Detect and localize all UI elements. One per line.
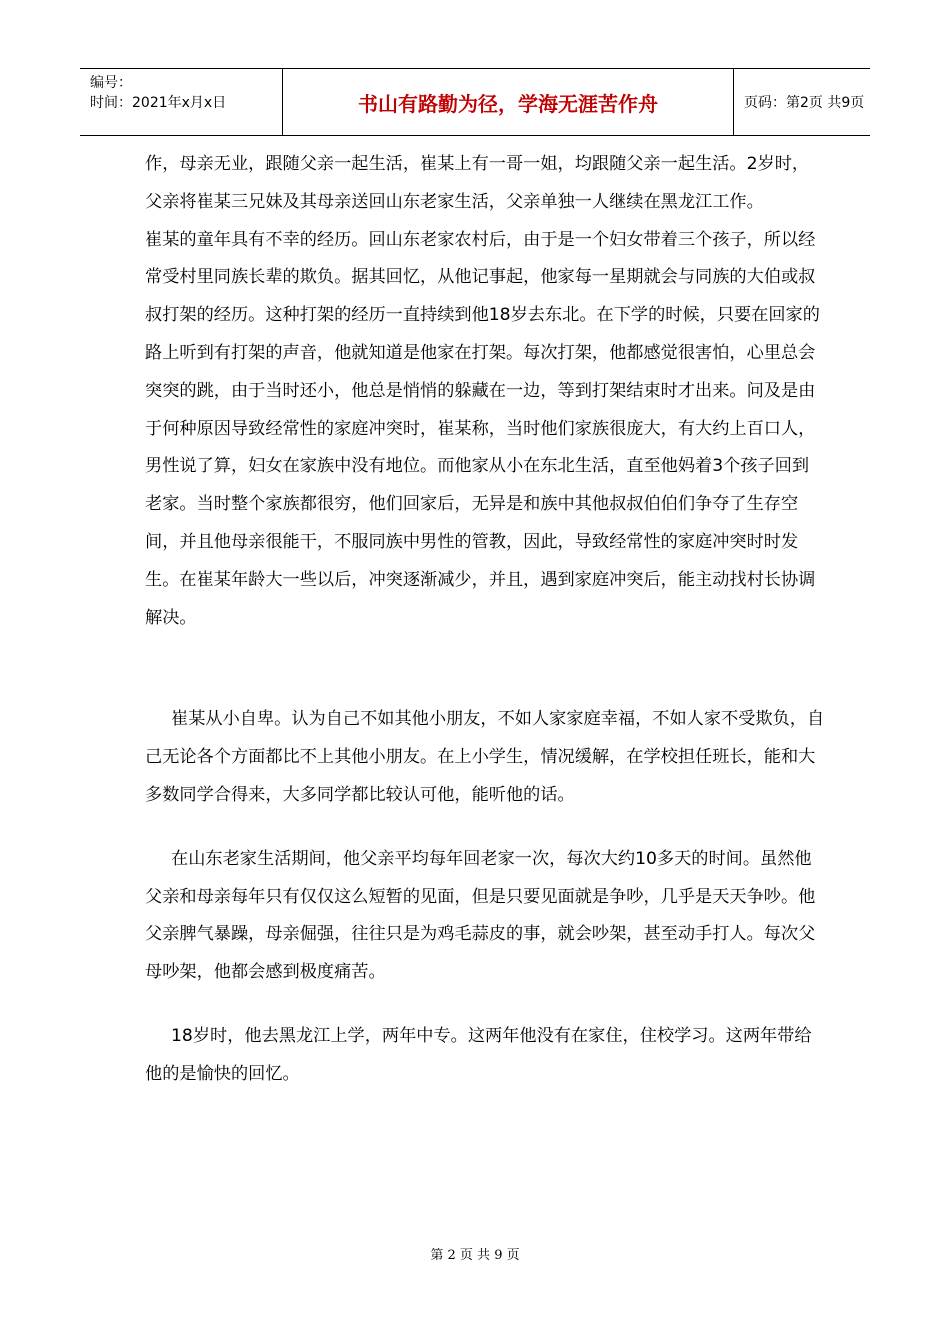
page-footer: 第 2 页 共 9 页 (430, 1248, 520, 1263)
paragraph: 崔某从小自卑。认为自己不如其他小朋友，不如人家家庭幸福，不如人家不受欺负，自己无论各个方面都比不上其他小朋友。在上小学生，情况缓解，在学校担任班长，能和大多数同学合得来，大多同学都比较认可他，能听他的话。 (145, 709, 825, 805)
paragraph: 在山东老家生活期间，他父亲平均每年回老家一次，每次大约10多天的时间。虽然他父亲和母亲每年只有仅仅这么短暂的见面，但是只要见面就是争吵，几乎是天天争吵。他父亲脾气暴躁，母亲倔强，往往只是为鸡毛蒜皮的事，就会吵架，甚至动手打人。每次父母吵架，他都会感到极度痛苦。 (145, 848, 816, 983)
paragraph-spacer (145, 815, 825, 841)
paragraph: 18岁时，他去黑龙江上学，两年中专。这两年他没有在家住，住校学习。这两年带给他的是愉快的回忆。 (145, 1025, 812, 1084)
document-time-label: 时间：2021年x月x日 (90, 95, 227, 111)
paragraph: 作，母亲无业，跟随父亲一起生活，崔某上有一哥一姐，均跟随父亲一起生活。2岁时，父亲将崔某三兄妹及其母亲送回山东老家生活，父亲单独一人继续在黑龙江工作。 (145, 154, 810, 212)
document-body (145, 146, 825, 1094)
paragraph-spacer (145, 992, 825, 1018)
paragraph: 崔某的童年具有不幸的经历。回山东老家农村后，由于是一个妇女带着三个孩子，所以经常受村里同族长辈的欺负。据其回忆，从他记事起，他家每一星期就会与同族的大伯或叔叔打架的经历。这种打架的经历一直持续到他18岁去东北。在下学的时候，只要在回家的路上听到有打架的声音，他就知道是他家在打架。每次打架，他都感觉很害怕，心里总会突突的跳，由于当时还小，他总是悄悄的躲藏在一边，等到打架结束时才出来。问及是由于何种原因导致经常性的家庭冲突时，崔某称，当时他们家族很庞大，有大约上百口人，男性说了算，妇女在家族中没有地位。而他家从小在东北生活，直至他妈着3个孩子回到老家。当时整个家族都很穷，他们回家后，无异是和族中其他叔叔伯伯们争夺了生存空间，并且他母亲很能干，不服同族中男性的管教，因此，导致经常性的家庭冲突时时发生。在崔某年龄大一些以后，冲突逐渐减少，并且，遇到家庭冲突后，能主动找村长协调解决。 (145, 229, 820, 628)
header-meta (80, 69, 282, 135)
header-page-info: 页码：第2页 共9页 (744, 95, 865, 111)
paragraph-spacer (145, 637, 825, 701)
document-number-label: 编号： (90, 75, 132, 91)
header-motto: 书山有路勤为径，学海无涯苦作舟 (282, 69, 734, 135)
page-header (80, 68, 870, 136)
